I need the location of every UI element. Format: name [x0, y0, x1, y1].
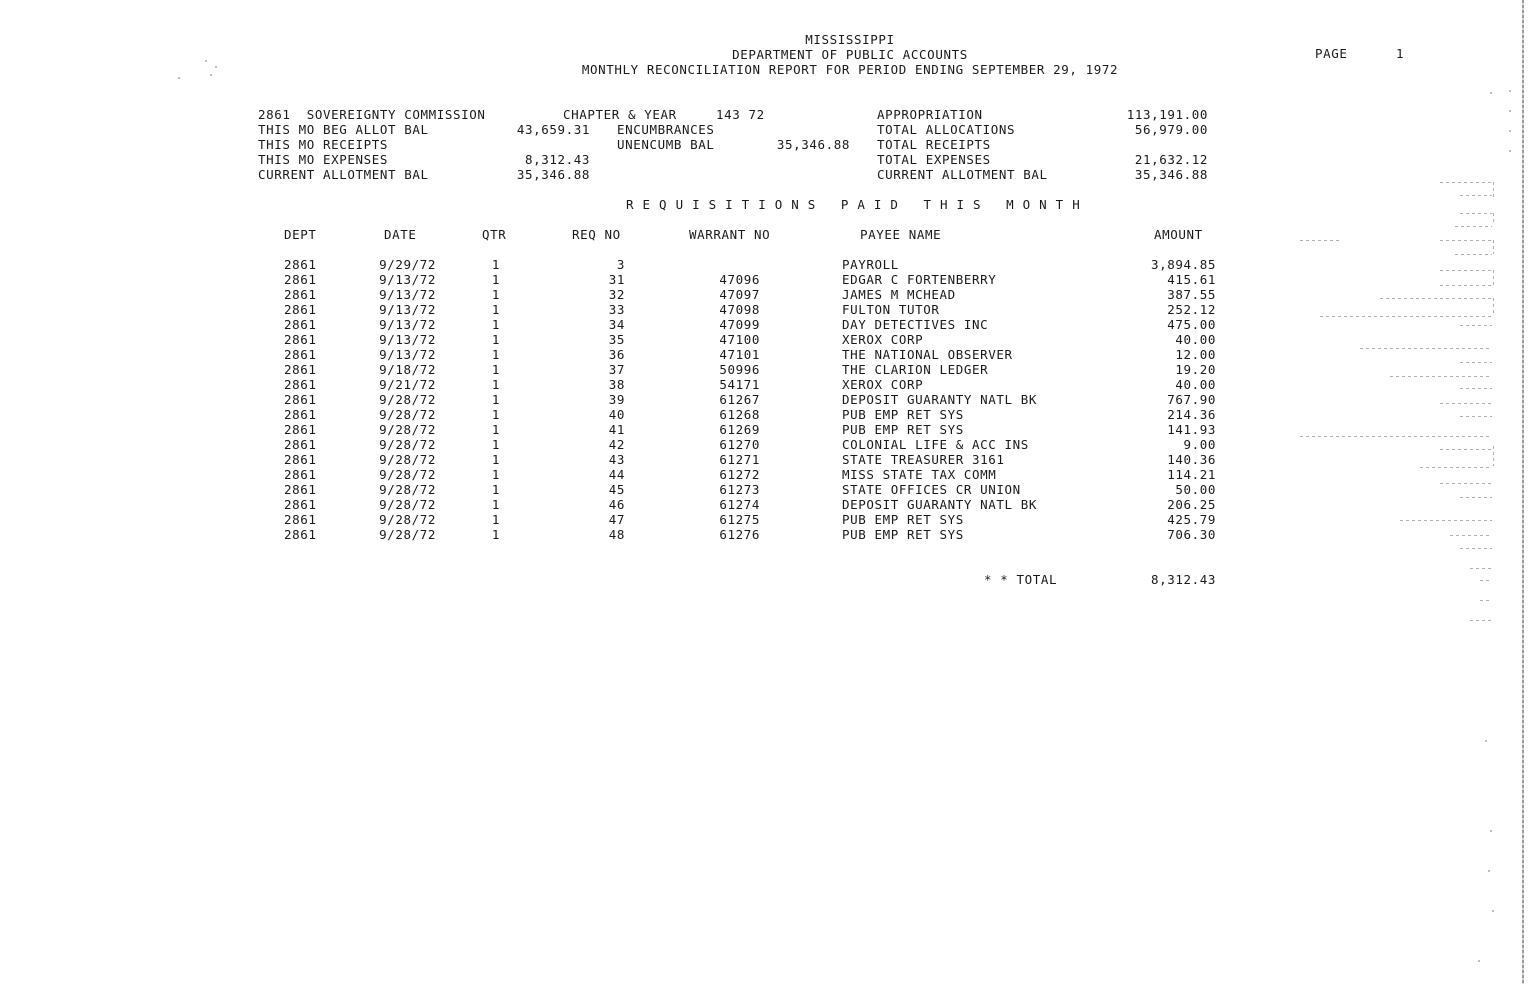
cell-date: 9/18/72 [379, 362, 436, 377]
cell-dept: 2861 [284, 302, 317, 317]
scan-speck [1490, 830, 1492, 832]
table-row [0, 317, 1530, 332]
bleed-mark [1440, 403, 1492, 404]
cell-payee-name: DEPOSIT GUARANTY NATL BK [842, 392, 1038, 407]
cell-qtr: 1 [491, 272, 500, 287]
cell-req-no: 42 [608, 437, 625, 452]
cell-payee-name: FULTON TUTOR [842, 302, 940, 317]
cell-date: 9/13/72 [379, 287, 436, 302]
cell-date: 9/21/72 [379, 377, 436, 392]
bleed-mark [1420, 467, 1492, 468]
scan-speck [1485, 740, 1487, 742]
bleed-mark [1460, 213, 1492, 214]
bleed-mark [1493, 270, 1494, 286]
cell-amount: 425.79 [1167, 512, 1216, 527]
cell-date: 9/29/72 [379, 257, 436, 272]
cell-date: 9/28/72 [379, 452, 436, 467]
cell-payee-name: COLONIAL LIFE & ACC INS [842, 437, 1029, 452]
cell-qtr: 1 [491, 512, 500, 527]
bleed-mark [1440, 240, 1492, 241]
cell-qtr: 1 [491, 332, 500, 347]
mo-expenses-label: THIS MO EXPENSES [258, 152, 389, 167]
table-row [0, 347, 1530, 362]
scan-speck [178, 77, 180, 79]
cell-dept: 2861 [284, 497, 317, 512]
cell-qtr: 1 [491, 497, 500, 512]
cell-date: 9/28/72 [379, 407, 436, 422]
appropriation-value: 113,191.00 [1126, 107, 1208, 122]
cell-dept: 2861 [284, 392, 317, 407]
cell-qtr: 1 [491, 362, 500, 377]
bleed-mark [1440, 182, 1492, 183]
cell-qtr: 1 [491, 407, 500, 422]
cell-qtr: 1 [491, 287, 500, 302]
cell-date: 9/28/72 [379, 497, 436, 512]
bleed-mark [1493, 240, 1494, 254]
cell-req-no: 38 [608, 377, 625, 392]
page-number: 1 [1396, 46, 1405, 61]
cell-req-no: 35 [608, 332, 625, 347]
scan-speck [1509, 110, 1511, 112]
cell-warrant-no: 61272 [719, 467, 760, 482]
cell-payee-name: PUB EMP RET SYS [842, 527, 964, 542]
cell-amount: 252.12 [1167, 302, 1216, 317]
cell-warrant-no: 61269 [719, 422, 760, 437]
total-value: 8,312.43 [1150, 572, 1216, 587]
bleed-mark [1380, 298, 1492, 299]
scan-speck [1488, 870, 1490, 872]
cell-amount: 206.25 [1167, 497, 1216, 512]
bleed-mark [1300, 240, 1340, 241]
cell-qtr: 1 [491, 482, 500, 497]
cell-amount: 140.36 [1167, 452, 1216, 467]
col-amount: AMOUNT [1154, 227, 1203, 242]
table-row [0, 512, 1530, 527]
cell-payee-name: STATE OFFICES CR UNION [842, 482, 1021, 497]
table-row [0, 392, 1530, 407]
cell-payee-name: MISS STATE TAX COMM [842, 467, 997, 482]
cell-warrant-no: 47101 [719, 347, 760, 362]
cell-qtr: 1 [491, 302, 500, 317]
scan-speck [215, 66, 217, 68]
bleed-mark [1460, 195, 1492, 196]
cell-amount: 19.20 [1175, 362, 1216, 377]
table-row [0, 302, 1530, 317]
cell-req-no: 33 [608, 302, 625, 317]
cell-dept: 2861 [284, 422, 317, 437]
cell-warrant-no: 61274 [719, 497, 760, 512]
col-req-no: REQ NO [572, 227, 621, 242]
col-warrant-no: WARRANT NO [689, 227, 771, 242]
table-row [0, 422, 1530, 437]
bleed-mark [1400, 520, 1492, 521]
cell-amount: 767.90 [1167, 392, 1216, 407]
cell-req-no: 41 [608, 422, 625, 437]
cell-payee-name: XEROX CORP [842, 377, 924, 392]
cell-dept: 2861 [284, 527, 317, 542]
ytd-current-allot-bal-value: 35,346.88 [1134, 167, 1208, 182]
scan-speck [205, 60, 207, 62]
beg-allot-bal-label: THIS MO BEG ALLOT BAL [258, 122, 429, 137]
cell-date: 9/28/72 [379, 422, 436, 437]
cell-payee-name: XEROX CORP [842, 332, 924, 347]
cell-date: 9/28/72 [379, 392, 436, 407]
cell-payee-name: PUB EMP RET SYS [842, 407, 964, 422]
cell-dept: 2861 [284, 512, 317, 527]
cell-payee-name: STATE TREASURER 3161 [842, 452, 1005, 467]
total-allocations-label: TOTAL ALLOCATIONS [877, 122, 1016, 137]
cell-amount: 9.00 [1183, 437, 1216, 452]
unencumb-bal-value: 35,346.88 [776, 137, 850, 152]
cell-amount: 114.21 [1167, 467, 1216, 482]
ytd-current-allot-bal-label: CURRENT ALLOTMENT BAL [877, 167, 1048, 182]
cell-qtr: 1 [491, 422, 500, 437]
bleed-mark [1493, 182, 1494, 200]
cell-dept: 2861 [284, 362, 317, 377]
cell-warrant-no: 47096 [719, 272, 760, 287]
cell-qtr: 1 [491, 377, 500, 392]
cell-date: 9/28/72 [379, 482, 436, 497]
agency-name: 2861 SOVEREIGNTY COMMISSION [258, 107, 486, 122]
cell-dept: 2861 [284, 272, 317, 287]
table-row [0, 497, 1530, 512]
cell-warrant-no: 61276 [719, 527, 760, 542]
table-row [0, 482, 1530, 497]
col-payee-name: PAYEE NAME [860, 227, 942, 242]
cell-amount: 415.61 [1167, 272, 1216, 287]
cell-warrant-no: 61273 [719, 482, 760, 497]
bleed-mark [1480, 600, 1492, 601]
bleed-mark [1455, 254, 1492, 255]
cell-req-no: 45 [608, 482, 625, 497]
cell-req-no: 43 [608, 452, 625, 467]
cell-date: 9/28/72 [379, 467, 436, 482]
chapter-year-value: 143 72 [716, 107, 765, 122]
bleed-mark [1360, 348, 1492, 349]
cell-date: 9/13/72 [379, 347, 436, 362]
bleed-mark [1460, 548, 1492, 549]
cell-req-no: 3 [616, 257, 625, 272]
appropriation-label: APPROPRIATION [877, 107, 983, 122]
scan-speck [1509, 130, 1511, 132]
cell-req-no: 36 [608, 347, 625, 362]
bleed-mark [1460, 416, 1492, 417]
total-allocations-value: 56,979.00 [1134, 122, 1208, 137]
cell-dept: 2861 [284, 467, 317, 482]
cell-amount: 40.00 [1175, 377, 1216, 392]
current-allot-bal-value: 35,346.88 [516, 167, 590, 182]
bleed-mark [1440, 285, 1492, 286]
bleed-mark [1460, 497, 1492, 498]
bleed-mark [1460, 362, 1492, 363]
total-label: * * TOTAL [984, 572, 1058, 587]
cell-warrant-no: 50996 [719, 362, 760, 377]
cell-qtr: 1 [491, 317, 500, 332]
cell-dept: 2861 [284, 377, 317, 392]
cell-req-no: 32 [608, 287, 625, 302]
scan-speck [210, 74, 212, 76]
table-row [0, 362, 1530, 377]
cell-warrant-no: 61268 [719, 407, 760, 422]
cell-warrant-no: 47097 [719, 287, 760, 302]
cell-qtr: 1 [491, 347, 500, 362]
cell-dept: 2861 [284, 347, 317, 362]
total-expenses-label: TOTAL EXPENSES [877, 152, 991, 167]
col-date: DATE [384, 227, 417, 242]
cell-date: 9/28/72 [379, 437, 436, 452]
total-expenses-value: 21,632.12 [1134, 152, 1208, 167]
cell-dept: 2861 [284, 407, 317, 422]
current-allot-bal-label: CURRENT ALLOTMENT BAL [258, 167, 429, 182]
bleed-mark [1320, 316, 1492, 317]
cell-req-no: 34 [608, 317, 625, 332]
beg-allot-bal-value: 43,659.31 [516, 122, 590, 137]
cell-req-no: 48 [608, 527, 625, 542]
col-qtr: QTR [482, 227, 507, 242]
cell-warrant-no: 47099 [719, 317, 760, 332]
cell-req-no: 39 [608, 392, 625, 407]
cell-req-no: 44 [608, 467, 625, 482]
bleed-mark [1470, 620, 1492, 621]
cell-warrant-no: 61267 [719, 392, 760, 407]
bleed-mark [1455, 226, 1492, 227]
cell-dept: 2861 [284, 257, 317, 272]
table-row [0, 452, 1530, 467]
cell-amount: 475.00 [1167, 317, 1216, 332]
cell-qtr: 1 [491, 452, 500, 467]
table-row [0, 287, 1530, 302]
cell-qtr: 1 [491, 392, 500, 407]
cell-qtr: 1 [491, 257, 500, 272]
bleed-mark [1440, 449, 1492, 450]
bleed-mark [1390, 376, 1492, 377]
bleed-mark [1460, 325, 1492, 326]
cell-date: 9/13/72 [379, 272, 436, 287]
table-row [0, 407, 1530, 422]
cell-dept: 2861 [284, 437, 317, 452]
chapter-year-label: CHAPTER & YEAR [563, 107, 677, 122]
scan-edge-line [1522, 0, 1524, 984]
cell-amount: 3,894.85 [1150, 257, 1216, 272]
bleed-mark [1480, 580, 1492, 581]
mo-expenses-value: 8,312.43 [524, 152, 590, 167]
cell-date: 9/28/72 [379, 512, 436, 527]
scan-speck [1478, 960, 1480, 962]
cell-warrant-no: 61270 [719, 437, 760, 452]
cell-payee-name: JAMES M MCHEAD [842, 287, 956, 302]
bleed-mark [1300, 436, 1492, 437]
bleed-mark [1493, 298, 1494, 316]
cell-payee-name: EDGAR C FORTENBERRY [842, 272, 997, 287]
cell-date: 9/13/72 [379, 302, 436, 317]
bleed-mark [1470, 568, 1492, 569]
bleed-mark [1460, 388, 1492, 389]
cell-amount: 12.00 [1175, 347, 1216, 362]
table-row [0, 467, 1530, 482]
bleed-mark [1440, 483, 1492, 484]
cell-req-no: 40 [608, 407, 625, 422]
total-receipts-label: TOTAL RECEIPTS [877, 137, 991, 152]
cell-dept: 2861 [284, 482, 317, 497]
cell-payee-name: PUB EMP RET SYS [842, 512, 964, 527]
report-title: MONTHLY RECONCILIATION REPORT FOR PERIOD ENDING SEPTEMBER 29, 1972 [581, 62, 1119, 77]
cell-warrant-no: 61271 [719, 452, 760, 467]
cell-warrant-no: 47100 [719, 332, 760, 347]
cell-qtr: 1 [491, 437, 500, 452]
scan-speck [1509, 90, 1511, 92]
cell-date: 9/28/72 [379, 527, 436, 542]
cell-warrant-no: 54171 [719, 377, 760, 392]
cell-amount: 141.93 [1167, 422, 1216, 437]
cell-req-no: 47 [608, 512, 625, 527]
page-label: PAGE [1315, 46, 1348, 61]
bleed-mark [1440, 270, 1492, 271]
cell-amount: 387.55 [1167, 287, 1216, 302]
cell-amount: 214.36 [1167, 407, 1216, 422]
cell-dept: 2861 [284, 452, 317, 467]
cell-payee-name: PUB EMP RET SYS [842, 422, 964, 437]
cell-qtr: 1 [491, 467, 500, 482]
bleed-mark [1450, 535, 1492, 536]
bleed-mark [1493, 446, 1494, 466]
scan-speck [1492, 910, 1494, 912]
scan-speck [1490, 92, 1492, 94]
unencumb-bal-label: UNENCUMB BAL [617, 137, 715, 152]
table-row [0, 437, 1530, 452]
cell-dept: 2861 [284, 332, 317, 347]
cell-amount: 50.00 [1175, 482, 1216, 497]
cell-qtr: 1 [491, 527, 500, 542]
cell-dept: 2861 [284, 287, 317, 302]
cell-payee-name: PAYROLL [842, 257, 899, 272]
cell-req-no: 46 [608, 497, 625, 512]
table-row [0, 272, 1530, 287]
table-row [0, 377, 1530, 392]
cell-warrant-no: 61275 [719, 512, 760, 527]
cell-payee-name: DEPOSIT GUARANTY NATL BK [842, 497, 1038, 512]
cell-warrant-no: 47098 [719, 302, 760, 317]
section-title: REQUISITIONS PAID THIS MONTH [626, 197, 1089, 212]
cell-req-no: 37 [608, 362, 625, 377]
cell-payee-name: THE CLARION LEDGER [842, 362, 989, 377]
cell-payee-name: THE NATIONAL OBSERVER [842, 347, 1013, 362]
table-row [0, 527, 1530, 542]
encumbrances-label: ENCUMBRANCES [617, 122, 715, 137]
cell-req-no: 31 [608, 272, 625, 287]
mo-receipts-label: THIS MO RECEIPTS [258, 137, 389, 152]
report-department: DEPARTMENT OF PUBLIC ACCOUNTS [732, 47, 968, 62]
report-state: MISSISSIPPI [805, 32, 895, 47]
cell-date: 9/13/72 [379, 332, 436, 347]
cell-dept: 2861 [284, 317, 317, 332]
table-row [0, 332, 1530, 347]
bleed-mark [1493, 213, 1494, 225]
col-dept: DEPT [284, 227, 317, 242]
cell-amount: 706.30 [1167, 527, 1216, 542]
cell-date: 9/13/72 [379, 317, 436, 332]
cell-payee-name: DAY DETECTIVES INC [842, 317, 989, 332]
table-row [0, 257, 1530, 272]
cell-amount: 40.00 [1175, 332, 1216, 347]
scan-speck [1509, 150, 1511, 152]
